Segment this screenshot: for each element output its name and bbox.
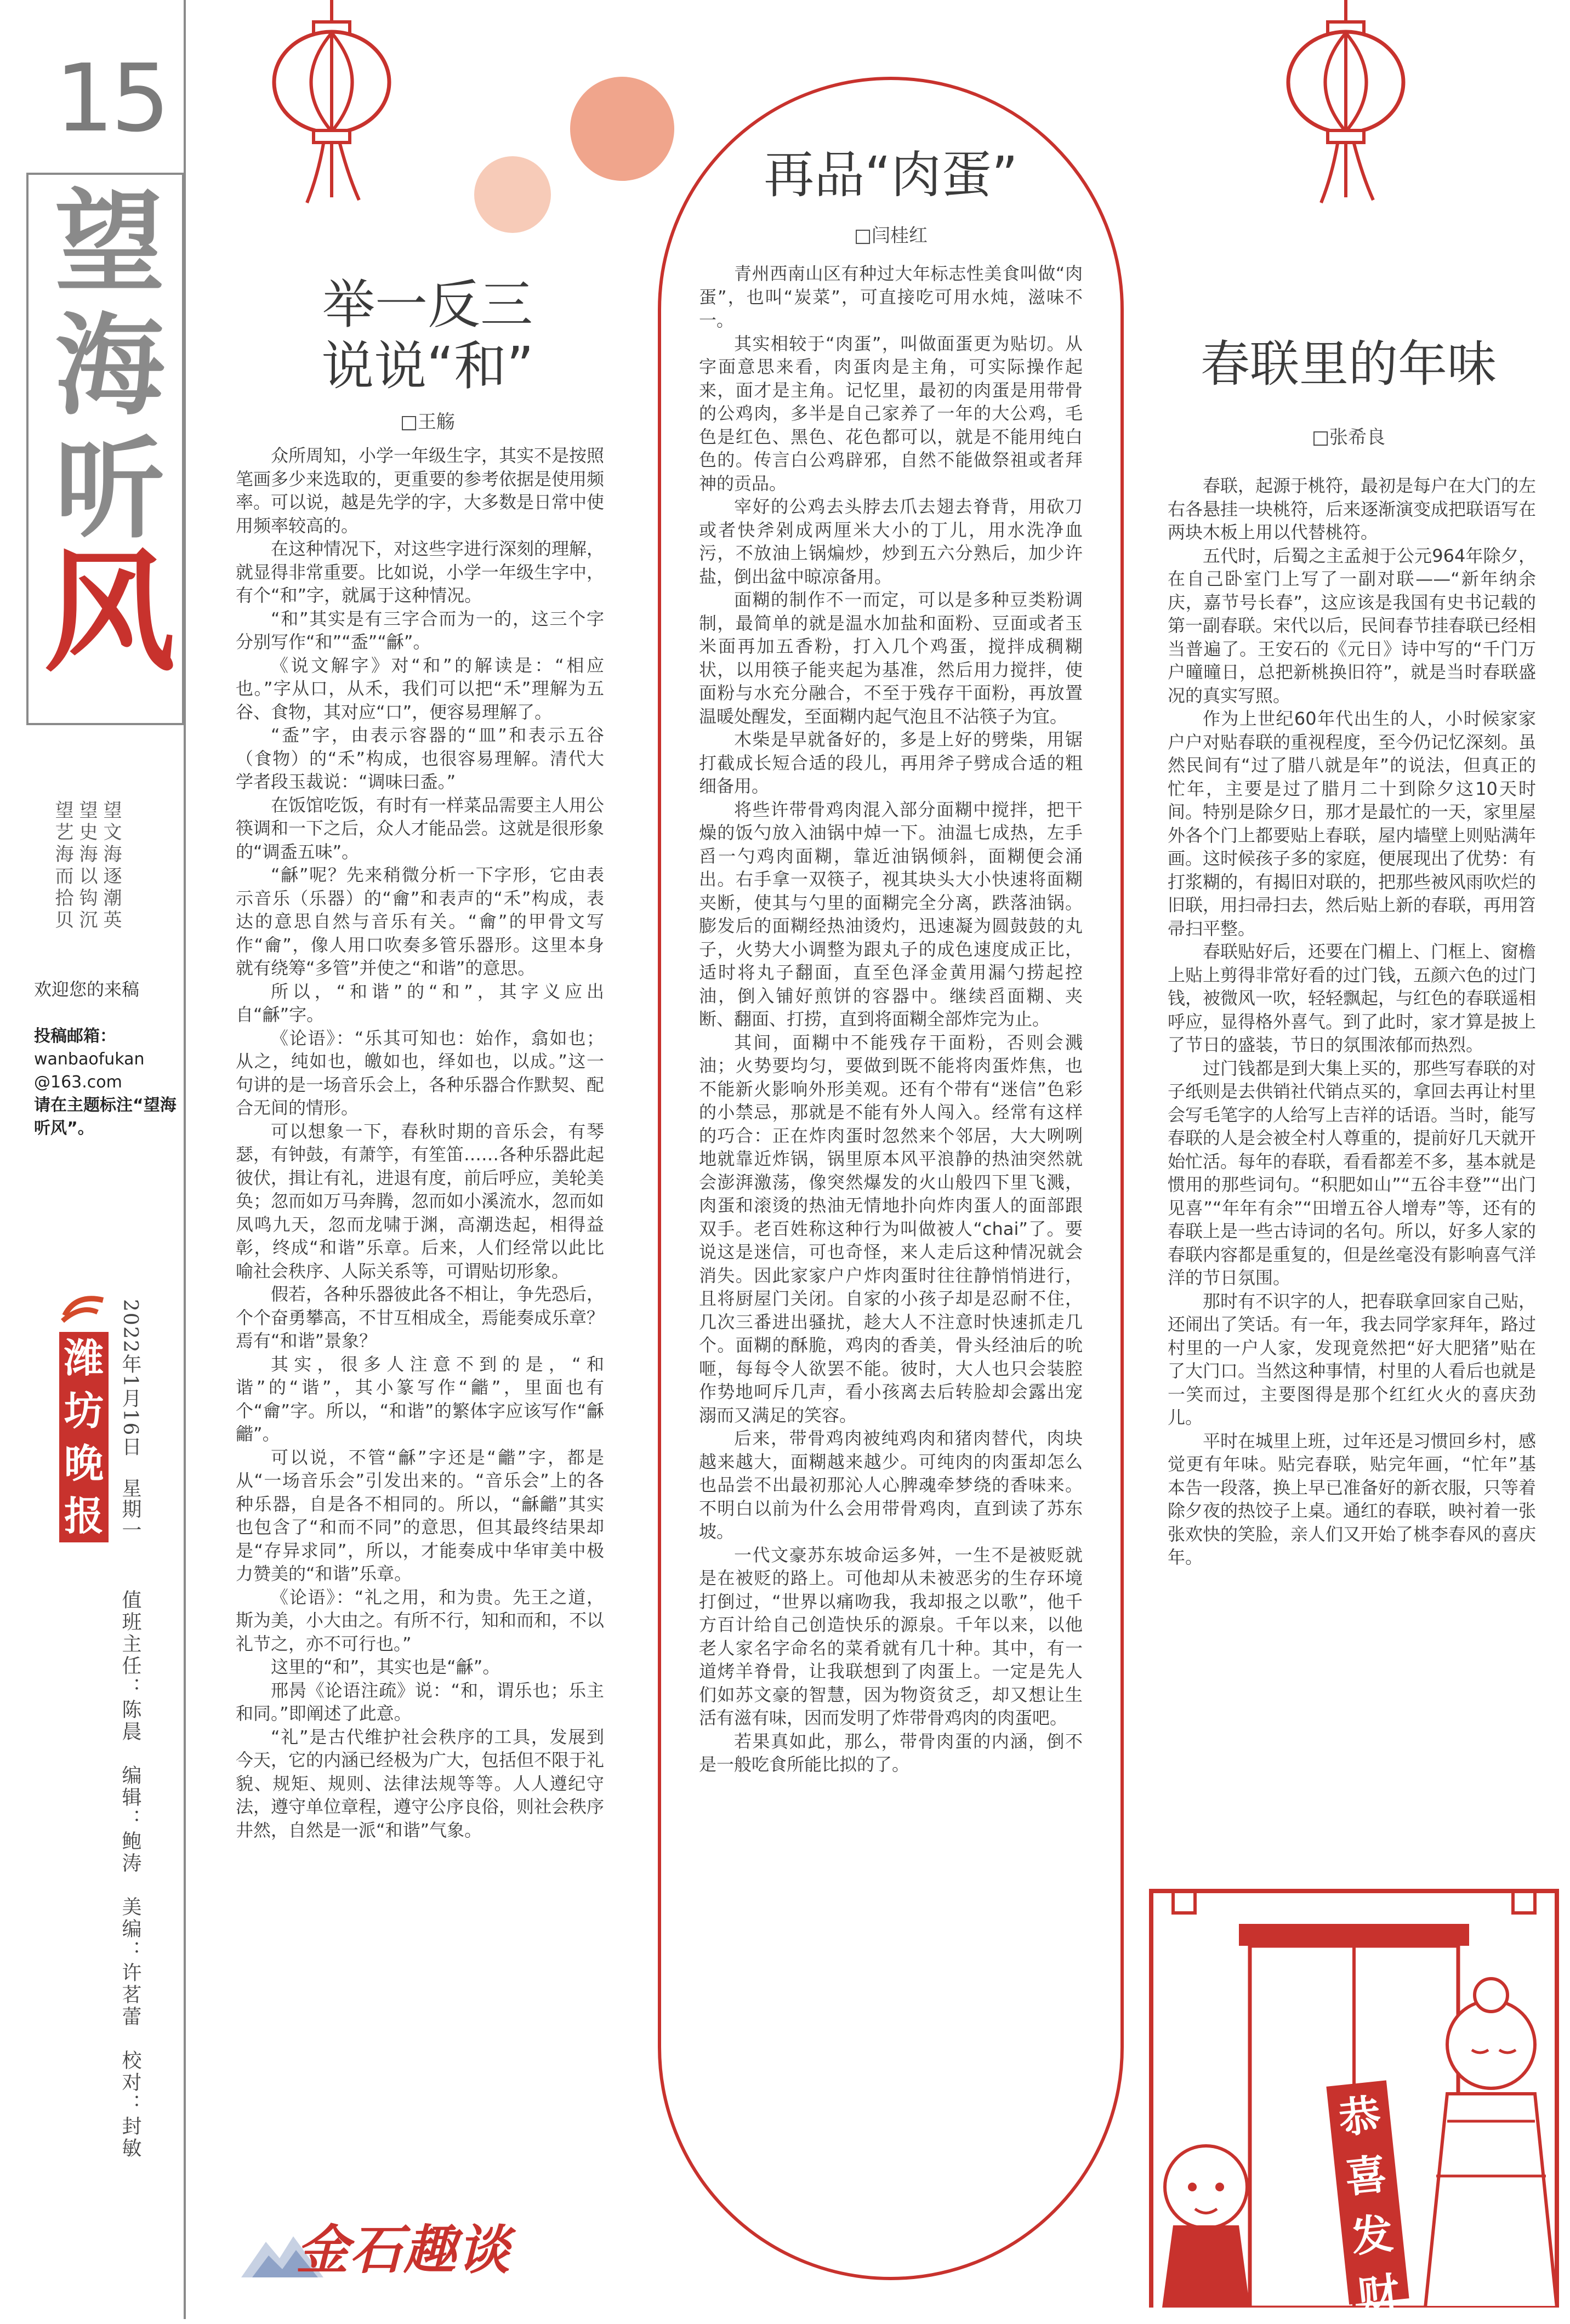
- article2-paragraph: 一代文豪苏东坡命运多舛，一生不是被贬就是在被贬的路上。可他却从未被恶劣的生存环境打倒过，“世界以痛吻我，我却报之以歌”，他千方百计给自己创造快乐的源泉。千年以来，以他老人家名字命名的菜肴就有几十种。其中，有一道烤羊脊骨，让我联想到了肉蛋上。一定是先人们如苏文豪的智慧，因为物资贫乏，却又想让生活有滋有味，因而发明了炸带骨鸡肉的肉蛋吧。: [699, 1544, 1083, 1728]
- column-title-char-2: 海: [54, 301, 164, 430]
- article3-paragraph: 平时在城里上班，过年还是习惯回乡村，感觉更有年味。贴完春联，贴完年画，“忙年”基本告一段落，换上早已准备好的新衣服，只等着除夕夜的热饺子上桌。通红的春联，映衬着一张张欢快的笑脸，亲人们又开始了桃李春风的喜庆年。: [1168, 1430, 1537, 1568]
- column-title-char-4: 风: [44, 535, 176, 690]
- article2-body: [699, 262, 1083, 1776]
- staff-credits: 值班主任：陈晨 编辑：鲍涛 美编：许茗蕾 校对：封敏: [119, 1590, 141, 2160]
- article1-paragraph: 《论语》：“乐其可知也：始作，翕如也；从之，纯如也，皦如也，绎如也，以成。”这一句讲的是一场音乐会上，各种乐器合作默契、配合无间的情形。: [236, 1027, 605, 1118]
- article3-paragraph: 春联贴好后，还要在门楣上、门框上、窗檐上贴上剪得非常好看的过门钱，五颜六色的过门钱，被微风一吹，轻轻飘起，与红色的春联遥相呼应，显得格外喜气。到了此时，家才算是披上了节日的盛装，节日的氛围浓郁而热烈。: [1168, 941, 1537, 1055]
- article2-paragraph: 其间，面糊中不能残存干面粉，否则会溅油；火势要均匀，要做到既不能将肉蛋炸焦，也不能新火影响外形美观。还有个带有“迷信”色彩的小禁忌，那就是不能有外人闯入。经常有这样的巧合：正在炸肉蛋时忽然来个邻居，大大咧咧地就靠近炸锅，锅里原本风平浪静的热油突然就会澎湃激荡，像突然爆发的火山般四下里飞溅，肉蛋和滚烫的热油无情地扑向炸肉蛋人的面部跟双手。老百姓称这种行为叫做被人“chai”了。要说这是迷信，可也奇怪，来人走后这种情况就会消失。因此家家户户炸肉蛋时往往静悄悄进行，且将厨屋门关闭。自家的小孩子却是忍耐不住，几次三番进出骚扰，趁大人不注意时快速抓走几个。面糊的酥脆，鸡肉的香美，骨头经油后的吮咂，每每令人欲罢不能。彼时，大人也只会装腔作势地呵斥几声，看小孩离去后转脸却会露出宠溺而又满足的笑容。: [699, 1032, 1083, 1426]
- article1-paragraph: 可以说，不管“龢”字还是“龤”字，都是从“一场音乐会”引发出来的。“音乐会”上的各种乐器，自是各不相同的。所以，“龢龤”其实也包含了“和而不同”的意思，但其最终结果却是“存异求同”，所以，才能奏成中华审美中极力赞美的“和谐”乐章。: [236, 1446, 604, 1584]
- article2-paragraph: 后来，带骨鸡肉被纯鸡肉和猪肉替代，肉块越来越大，面糊越来越少。可纯肉的肉蛋却怎么也品尝不出最初那沁人心脾魂牵梦绕的香味来。不明白以前为什么会用带骨鸡肉，直到读了苏东坡。: [699, 1428, 1083, 1542]
- article1-body: [236, 444, 604, 1842]
- deco-circle-large: [570, 77, 674, 181]
- paper-logo: [59, 1294, 109, 1557]
- slogan-3: 望艺海而拾贝: [52, 800, 73, 932]
- slogan-1: 望文海逐潮英: [100, 800, 122, 932]
- banner-char-2: 喜: [1343, 2149, 1390, 2202]
- article2-paragraph: 若果真如此，那么，带骨肉蛋的内涵，倒不是一般吃食所能比拟的了。: [699, 1730, 1083, 1775]
- column-title-char-1: 望: [54, 178, 164, 307]
- article1-paragraph: 在饭馆吃饭，有时有一样菜品需要主人用公筷调和一下之后，众人才能品尝。这就是很形象的“调盉五味”。: [236, 794, 605, 862]
- email-address-1[interactable]: wanbaofukan: [34, 1050, 145, 1069]
- page-number: 15: [55, 44, 167, 153]
- article1-paragraph: 邢昺《论语注疏》说：“和，谓乐也；乐主和同。”即阐述了此意。: [236, 1679, 604, 1724]
- article3-paragraph: 那时有不识字的人，把春联拿回家自己贴，还闹出了笑话。有一年，我去同学家拜年，路过村里的一户人家，发现竟然把“好大肥猪”贴在了大门口。当然这种事情，村里的人看后也就是一笑而过，主要图得是那个红红火火的喜庆劲儿。: [1168, 1290, 1537, 1428]
- article2-paragraph: 宰好的公鸡去头脖去爪去翅去脊背，用砍刀或者快斧剁成两厘米大小的丁儿，用水洗净血污，不放油上锅煸炒，炒到五六分熟后，加少许盐，倒出盆中晾凉备用。: [699, 496, 1083, 587]
- slogan-2: 望史海以钩沉: [76, 800, 98, 932]
- footer-logo-text: 金石趣谈: [296, 2219, 511, 2281]
- article2-paragraph: 木柴是早就备好的，多是上好的劈柴，用锯打截成长短合适的段儿，再用斧子劈成合适的粗细备用。: [699, 729, 1083, 796]
- paper-name: 潍坊晚报: [59, 1332, 109, 1542]
- article2-title: 再品“肉蛋”: [764, 146, 1018, 204]
- footer-logo: [241, 2214, 548, 2280]
- article3-paragraph: 作为上世纪60年代出生的人，小时候家家户户对贴春联的重视程度，至今仍记忆深刻。虽然民间有“过了腊八就是年”的说法，但真正的忙年，主要是过了腊月二十到除夕这10天时间。特别是除夕日，那才是最忙的一天，家里屋外各个门上都要贴上春联，屋内墙壁上则贴满年画。这时候孩子多的家庭，便展现出了优势：有打浆糊的，有揭旧对联的，把那些被风雨吹烂的旧联，用扫帚扫去，然后贴上新的春联，再用笤帚扫平整。: [1168, 708, 1537, 939]
- article1-paragraph: 在这种情况下，对这些字进行深刻的理解，就显得非常重要。比如说，小学一年级生字中，有个“和”字，就属于这种情况。: [236, 538, 605, 606]
- article1-paragraph: “龢”呢？先来稍微分析一下字形，它由表示音乐（乐器）的“龠”和表声的“禾”构成，表达的意思自然与音乐有关。“龠”的甲骨文写作“龠”，像人用口吹奏多管乐器形。这里本身就有绕筹“多管”并使之“和谐”的意思。: [236, 864, 604, 978]
- article1-title: [236, 274, 619, 397]
- article1-byline: □王觞: [400, 411, 456, 433]
- article1-paragraph: 其实，很多人注意不到的是，“和谐”的“谐”，其小篆写作“龤”，里面也有个“龠”字。所以，“和谐”的繁体字应该写作“龢龤”。: [236, 1353, 604, 1444]
- article1-title-line2: 说说“和”: [321, 335, 534, 397]
- banner-char-1: 恭: [1336, 2090, 1383, 2143]
- email-note: 请在主题标注“望海听风”。: [34, 1096, 177, 1138]
- article1-paragraph: “盉”字，由表示容器的“皿”和表示五谷（食物）的“禾”构成，也很容易理解。清代大学者段玉裁说：“调味曰盉。”: [236, 725, 604, 792]
- article1-paragraph: 可以想象一下，春秋时期的音乐会，有琴瑟，有钟鼓，有萧竽，有笙笛……各种乐器此起彼伏，揖让有礼，进退有度，前后呼应，美轮美奂；忽而如万马奔腾，忽而如小溪流水，忽而如凤鸣九天，忽而龙啸于渊，高潮迭起，相得益彰，终成“和谐”乐章。后来，人们经常以此比喻社会秩序、人际关系等，可谓贴切形象。: [236, 1120, 605, 1281]
- article3-paragraph: 过门钱都是到大集上买的，那些写春联的对子纸则是去供销社代销点买的，拿回去再让村里会写毛笔字的人给写上吉祥的话语。当时，能写春联的人是会被全村人尊重的，提前好几天就开始忙活。每年的春联，看看都差不多，基本就是惯用的那些词句。“积肥如山”“五谷丰登”“出门见喜”“年年有余”“田增五谷人增寿”等，还有的春联上是一些古诗词的名句。所以，好多人家的春联内容都是重复的，但是丝毫没有影响喜气洋洋的节日氛围。: [1168, 1057, 1537, 1288]
- article2-paragraph: 将些许带骨鸡肉混入部分面糊中搅拌，把干燥的饭勺放入油锅中焯一下。油温七成热，左手舀一勺鸡肉面糊，靠近油锅倾斜，面糊便会涌出。右手拿一双筷子，视其块头大小快速将面糊夹断，使其与勺里的面糊完全分离，跌落油锅。膨发后的面糊经热油烫灼，迅速凝为圆鼓鼓的丸子，火势大小调整为跟丸子的成色速度成正比，适时将丸子翻面，直至色泽金黄用漏勺捞起控油，倒入铺好煎饼的容器中。继续舀面糊、夹断、翻面、打捞，直到将面糊全部炸完为止。: [699, 799, 1083, 1029]
- column-title-char-3: 听: [54, 425, 164, 554]
- article3-paragraph: 五代时，后蜀之主孟昶于公元964年除夕，在自己卧室门上写了一副对联——“新年纳余庆，嘉节号长春”，这应该是我国有史书记载的第一副春联。宋代以后，民间春节挂春联已经相当普遍了。王安石的《元日》诗中写的“千门万户曈曈日，总把新桃换旧符”，就是当时春联盛况的真实写照。: [1168, 545, 1537, 706]
- email-label: 投稿邮箱：: [34, 1027, 116, 1046]
- issue-date: 2022年1月16日 星期一: [119, 1299, 141, 1541]
- article1-paragraph: “礼”是古代维护社会秩序的工具，发展到今天，它的内涵已经极为广大，包括但不限于礼貌、规矩、规则、法律法规等等。人人遵纪守法，遵守单位章程，遵守公序良俗，则社会秩序井然，自然是一派“和谐”气象。: [236, 1726, 605, 1841]
- article1-paragraph: 《论语》：“礼之用，和为贵。先王之道，斯为美，小大由之。有所不行，知和而和，不以礼节之，亦不可行也。”: [236, 1586, 605, 1654]
- article2-byline: □闫桂红: [854, 225, 928, 247]
- article1-paragraph: 《说文解字》对“和”的解读是：“相应也。”字从口，从禾，我们可以把“禾”理解为五谷、食物，其对应“口”，便容易理解了。: [236, 654, 604, 722]
- lantern-left-icon: [269, 0, 395, 214]
- article1-title-line1: 举一反三: [322, 274, 533, 335]
- article2-paragraph: 青州西南山区有种过大年标志性美食叫做“肉蛋”，也叫“炭菜”，可直接吃可用水炖，滋味不一。: [699, 263, 1083, 331]
- slogans: [50, 800, 123, 987]
- contribute-prompt: 欢迎您的来稿: [34, 979, 140, 1000]
- article2-paragraph: 面糊的制作不一而定，可以是多种豆类粉调制，最简单的就是温水加盐和面粉、豆面或者玉米面再加五香粉，打入几个鸡蛋，搅拌成稠糊状，以用筷子能夹起为基准，然后用力搅拌，使面粉与水充分融合，不至于残存干面粉，再放置温暖处醒发，至面糊内起气泡且不沾筷子为宜。: [699, 589, 1083, 727]
- article1-paragraph: 所以，“和谐”的“和”，其字义应出自“龢”字。: [236, 981, 604, 1025]
- article3-title: 春联里的年味: [1201, 335, 1497, 393]
- article3-body: [1168, 474, 1536, 1569]
- article1-paragraph: 这里的“和”，其实也是“龢”。: [271, 1656, 500, 1677]
- article3-byline: □张希良: [1311, 426, 1386, 448]
- article2-paragraph: 其实相较于“肉蛋”，叫做面蛋更为贴切。从字面意思来看，肉蛋肉是主角，可实际操作起来，面才是主角。记忆里，最初的肉蛋是用带骨的公鸡肉，多半是自己家养了一年的大公鸡，毛色是红色、黑色、花色都可以，就是不能用纯白色的。传言白公鸡辟邪，自然不能做祭祖或者拜神的贡品。: [699, 333, 1083, 494]
- contribute-box: [34, 1025, 182, 1140]
- column-title: [44, 178, 176, 690]
- article1-paragraph: 假若，各种乐器彼此各不相让，争先恐后，个个奋勇攀高，不甘互相成全，焉能奏成乐章？焉有“和谐”景象？: [236, 1284, 605, 1351]
- article1-paragraph: 众所周知，小学一年级生字，其实不是按照笔画多少来选取的，更重要的参考依据是使用频率。可以说，越是先学的字，大多数是日常中使用频率较高的。: [236, 445, 605, 536]
- article3-paragraph: 春联，起源于桃符，最初是每户在大门的左右各悬挂一块桃符，后来逐渐演变成把联语写在两块木板上用以代替桃符。: [1168, 475, 1537, 543]
- email-address-2[interactable]: @163.com: [34, 1073, 122, 1092]
- deco-circle-small: [474, 156, 551, 233]
- banner-char-4: 财: [1355, 2268, 1402, 2321]
- paper-logo-icon: [59, 1294, 109, 1326]
- article1-paragraph: “和”其实是有三字合而为一的，这三个字分别写作“和”“盉”“龢”。: [236, 608, 604, 652]
- lantern-right-icon: [1283, 0, 1409, 214]
- banner-char-3: 发: [1349, 2208, 1396, 2262]
